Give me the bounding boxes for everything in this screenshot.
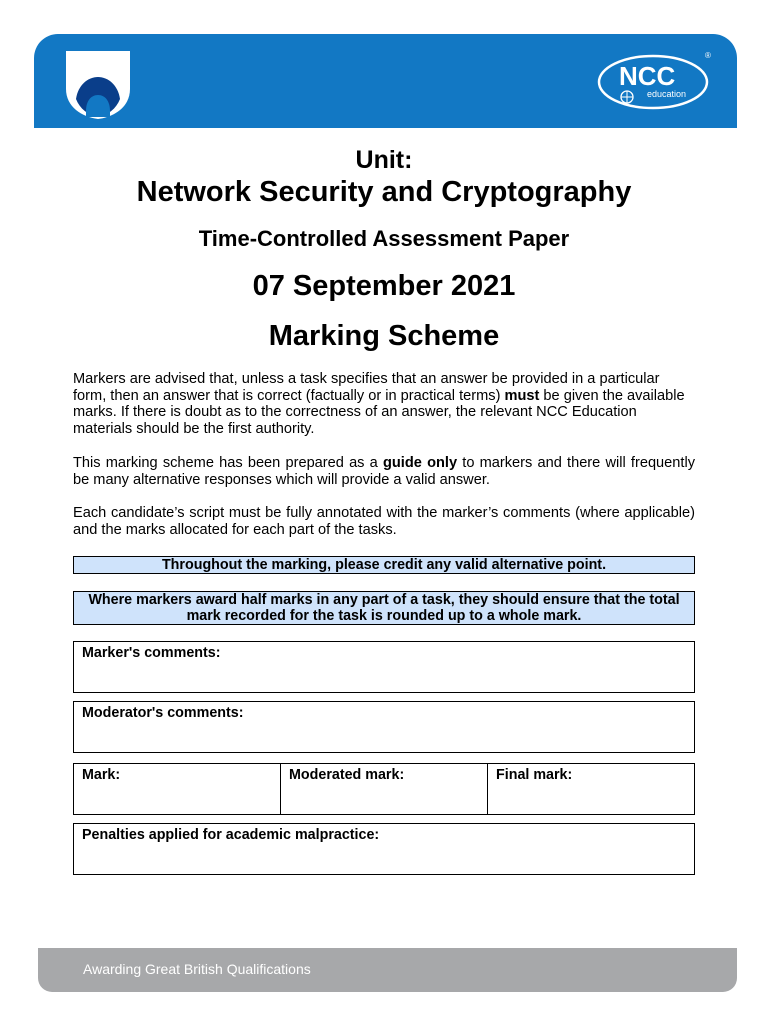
paper-type: Time-Controlled Assessment Paper bbox=[198, 226, 570, 251]
header-banner bbox=[34, 34, 737, 128]
svg-text:NCC: NCC bbox=[619, 61, 676, 91]
final-mark-cell[interactable] bbox=[488, 764, 694, 814]
mark-cell[interactable] bbox=[74, 764, 281, 814]
moderators-comments-box[interactable] bbox=[73, 701, 695, 753]
markers-comments-label: Marker's comments: bbox=[82, 645, 221, 661]
ncc-education-logo bbox=[597, 48, 715, 114]
instructions-paragraph-3: Each candidate’s script must be fully annotated with the marker’s comments (where applicable) and the marks allocated for each part of the tasks. bbox=[73, 505, 695, 538]
markers-comments-box[interactable] bbox=[73, 641, 695, 693]
credit-alternatives-note: Throughout the marking, please credit any valid alternative point. bbox=[73, 556, 695, 574]
document-type: Marking Scheme bbox=[268, 320, 500, 352]
marks-row bbox=[73, 763, 695, 815]
svg-text:education: education bbox=[647, 89, 687, 99]
mark-label: Mark: bbox=[82, 767, 121, 783]
unit-label: Unit: bbox=[355, 146, 413, 174]
footer-tagline: Awarding Great British Qualifications bbox=[83, 961, 311, 977]
penalties-label: Penalties applied for academic malpractice: bbox=[82, 827, 380, 843]
half-marks-note: Where markers award half marks in any part of a task, they should ensure that the total mark recorded for the task is rounded up to a whole mark. bbox=[73, 591, 695, 625]
moderated-mark-cell[interactable] bbox=[281, 764, 488, 814]
penalties-box[interactable] bbox=[73, 823, 695, 875]
moderated-mark-label: Moderated mark: bbox=[289, 767, 405, 783]
instructions-paragraph-1: Markers are advised that, unless a task specifies that an answer be provided in a particular form, then an answer that is correct (factually or in practical terms) must be given the available marks. If there is doubt as to the correctness of an answer, the relevant NCC Education materials should be the first authority. bbox=[73, 371, 685, 437]
moderators-comments-label: Moderator's comments: bbox=[82, 705, 244, 721]
instructions-paragraph-2: This marking scheme has been prepared as a guide only to markers and there will frequently be many alternative responses which will provide a valid answer. bbox=[73, 455, 696, 488]
unit-name: Network Security and Cryptography bbox=[136, 176, 632, 208]
exam-date: 07 September 2021 bbox=[252, 270, 516, 302]
shield-logo-icon bbox=[64, 49, 132, 121]
svg-text:®: ® bbox=[705, 51, 711, 60]
final-mark-label: Final mark: bbox=[496, 767, 573, 783]
footer-bar bbox=[38, 948, 737, 992]
